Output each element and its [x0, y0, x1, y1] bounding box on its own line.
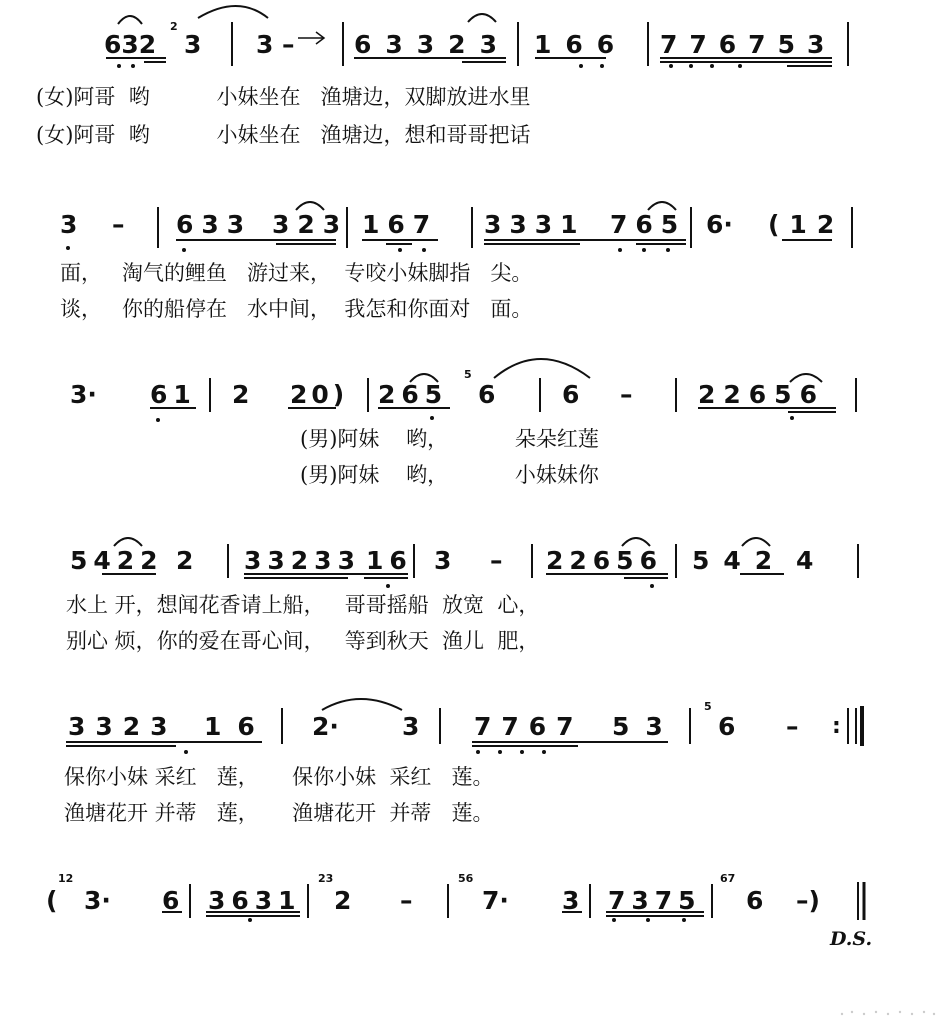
grace-note: 56 [458, 872, 474, 885]
note-group: 765 [610, 210, 687, 239]
note-group: 61 [150, 380, 197, 409]
note-group: 53 [612, 712, 679, 741]
grace-note: 5 [704, 700, 712, 713]
grace-note: 23 [318, 872, 334, 885]
repeat-dots: : [832, 714, 841, 739]
note-group: 5422 [70, 546, 164, 575]
note-group: 22656 [698, 380, 825, 409]
note-group: 6 [746, 886, 764, 915]
note-group: – [620, 380, 633, 409]
dal-segno-mark: D.S. [830, 928, 873, 950]
note-group: 16 [204, 712, 271, 741]
note-group: 16 [366, 546, 413, 575]
lyric-verse-2: (男)阿妹 哟， 小妹妹你 [300, 463, 599, 487]
note-group: – [400, 886, 413, 915]
lyric-verse-1: 保你小妹 采红 莲， 保你小妹 采红 莲。 [64, 765, 494, 789]
note-group: 4 [796, 546, 814, 575]
lyric-verse-2: 谈， 你的船停在 水中间， 我怎和你面对 面。 [60, 297, 533, 321]
note-group: 3 [184, 30, 202, 59]
note-group: –) [796, 886, 820, 915]
note-group: 7767 [474, 712, 584, 741]
note-group: 6 [718, 712, 736, 741]
lyric-verse-2: 渔塘花开 并蒂 莲， 渔塘花开 并蒂 莲。 [64, 801, 494, 825]
note-group: 632 [104, 30, 157, 59]
note-group: 6· [706, 210, 733, 239]
note-group: 167 [362, 210, 439, 239]
note-group: 20) [290, 380, 349, 409]
note-group: 776753 [660, 30, 837, 59]
note-group: 3· [70, 380, 97, 409]
note-group: 2 [176, 546, 194, 575]
note-group: 2 [232, 380, 250, 409]
note-group: 63323 [354, 30, 511, 59]
note-group: 3323 [68, 712, 178, 741]
note-group: – [112, 210, 125, 239]
note-group: 6 [478, 380, 496, 409]
note-group: 3· [84, 886, 111, 915]
lyric-verse-1: (女)阿哥 哟 小妹坐在 渔塘边，双脚放进水里 [36, 85, 531, 109]
note-group: ( [46, 886, 58, 915]
note-group: 3 [402, 712, 420, 741]
note-group: 3331 [484, 210, 586, 239]
note-group: 323 [272, 210, 349, 239]
note-group: – [490, 546, 503, 575]
grace-note: 12 [58, 872, 74, 885]
note-group: 6 [162, 886, 180, 915]
lyric-verse-2: 别心 烦，你的爱在哥心间， 等到秋天 渔儿 肥， [66, 629, 540, 653]
note-group: 7375 [608, 886, 702, 915]
note-group: 22656 [546, 546, 663, 575]
note-group: (12 [768, 210, 845, 239]
lyric-verse-1: 水上 开，想闻花香请上船， 哥哥摇船 放宽 心， [66, 593, 540, 617]
note-group: 6 [562, 380, 580, 409]
note-group: 3 [434, 546, 452, 575]
note-group: 3 [256, 30, 274, 59]
lyric-verse-1: (男)阿妹 哟， 朵朵红莲 [300, 427, 599, 451]
note-group: – [786, 712, 799, 741]
lyric-verse-1: 面， 淘气的鲤鱼 游过来， 专咬小妹脚指 尖。 [60, 261, 533, 285]
note-group: – [282, 30, 295, 59]
note-group: 3 [60, 210, 78, 239]
note-group: 166 [534, 30, 629, 59]
grace-note: 2 [170, 20, 178, 33]
note-group: 633 [176, 210, 253, 239]
note-group: 3 [562, 886, 580, 915]
note-group: 265 [378, 380, 449, 409]
note-group: 542 [692, 546, 787, 575]
note-group: 2 [334, 886, 352, 915]
note-group: 2· [312, 712, 339, 741]
grace-note: 67 [720, 872, 736, 885]
lyric-verse-2: (女)阿哥 哟 小妹坐在 渔塘边，想和哥哥把话 [36, 123, 531, 147]
note-group: 7· [482, 886, 509, 915]
note-group: 3631 [208, 886, 302, 915]
grace-note: 5 [464, 368, 472, 381]
note-group: 33233 [244, 546, 361, 575]
